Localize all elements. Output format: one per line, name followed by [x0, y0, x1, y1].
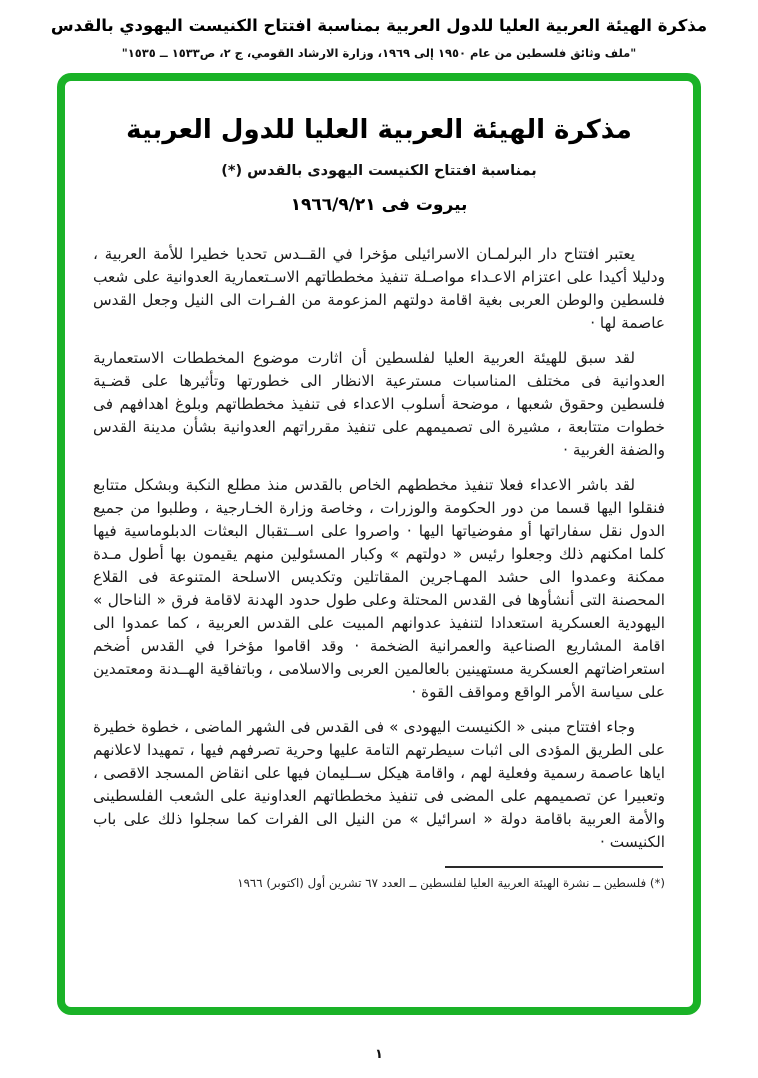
memo-paragraph-4: وجاء افتتاح مبنى « الكنيست اليهودى » فى القدس فى الشهر الماضى ، خطوة خطيرة على الطريق المؤدى الى اثبات سيطرتهم التامة عليها وحرية تصرفهم فيها ، تمهيدا لاعلانهم اياها عاصمة رسمية وفعلية لهم ، واقامة هيكل ســليمان فيها على انقاض المسجد الاقصى ، وتعبيرا عن تصميمهم على المضى فى تنفيذ مخططاتهم العداونية على الشعب الفلسطينى والأمة العربية باقامة دولة « اسرائيل » من النيل الى الفرات كما سجلوا ذلك على باب الكنيست ·	[93, 718, 665, 851]
document-title: مذكرة الهيئة العربية العليا للدول العربية	[126, 115, 632, 145]
document-dateline: بيروت فى ١٩٦٦/٩/٢١	[290, 195, 468, 215]
memo-paragraph-3: لقد باشر الاعداء فعلا تنفيذ مخططهم الخاص بالقدس منذ مطلع النكبة وبشكل متتابع فنقلوا اليها قسما من دور الحكومة والوزرات ، وخاصة وزارة الخـارجية ، وطلبوا من جميع الدول نقل سفاراتها أو مفوضياتها اليها · واصروا على اســتقبال البعثات الدبلوماسية فيها كلما امكنهم ذلك وجعلوا رئيس « دولتهم » وكبار المسئولين منهم يقيمون بها أطول مـدة ممكنة وعمدوا الى حشد المهـاجرين المقاتلين وتكديس الاسلحة المتنوعة فى القلاع المحصنة التى أنشأوها فى القدس المحتلة وعلى طول حدود الهدنة لاقامة فرق « الناحال » اليهودية العسكرية استعدادا لتنفيذ عدوانهم المبيت على القدس العربية ، كما عمدوا الى اقامة المشاريع الصناعية والعمرانية الضخمة · وقد اقاموا مؤخرا في القدس أضخم استعراضاتهم العسكرية مستهينين بالعالمين العربى والاسلامى ، وباتفاقية الهــدنة ومعتمدين على سياسة الأمر الواقع ومواقف القوة ·	[93, 476, 665, 701]
memo-paragraph-1: يعتبر افتتاح دار البرلمـان الاسرائيلى مؤخرا في القــدس تحديا خطيرا للأمة العربية ، ودليلا أكيدا على اعتزام الاعـداء مواصـلة تنفيذ مخططاتهم الاسـتعمارية العدوانية على شعب فلسطين والوطن العربى بغية اقامة دولتهم المزعومة من الفـرات الى النيل وجعل القدس عاصمة لها ·	[93, 245, 665, 332]
page-header	[0, 0, 758, 60]
document-frame	[57, 73, 701, 1015]
header-title: مذكرة الهيئة العربية العليا للدول العربية بمناسبة افتتاح الكنيست اليهودي بالقدس	[50, 16, 708, 35]
document-subtitle: بمناسبة افتتاح الكنيست اليهودى بالقدس (*)	[221, 163, 537, 179]
memo-paragraph-2: لقد سبق للهيئة العربية العليا لفلسطين أن اثارت موضوع المخططات الاستعمارية العدوانية فى مختلف المناسبات مسترعية الانظار الى خطورتها وتأثيرها على قضـية فلسطين وحقوق شعبها ، موضحة أسلوب الاعداء فى تنفيذ مخططاتهم وبلوغ اهدافهم فى خطوات متتابعة ، مشيرة الى تصميمهم على تنفيذ مقرراتهم العدوانية بشأن مدينة القدس والضفة الغربية ·	[93, 349, 665, 459]
document-body	[93, 243, 665, 854]
page-number: ١	[375, 1047, 383, 1062]
footnote-citation: (*) فلسطين ــ نشرة الهيئة العربية العليا لفلسطين ــ العدد ٦٧ تشرين أول (اكتوبر) ١٩٦٦	[237, 876, 665, 890]
header-source-citation: "ملف وثائق فلسطين من عام ١٩٥٠ إلى ١٩٦٩، وزارة الارشاد القومي، ج ٢، ص١٥٣٣ ــ ١٥٣٥"	[121, 46, 637, 60]
footnote-divider	[445, 866, 663, 868]
